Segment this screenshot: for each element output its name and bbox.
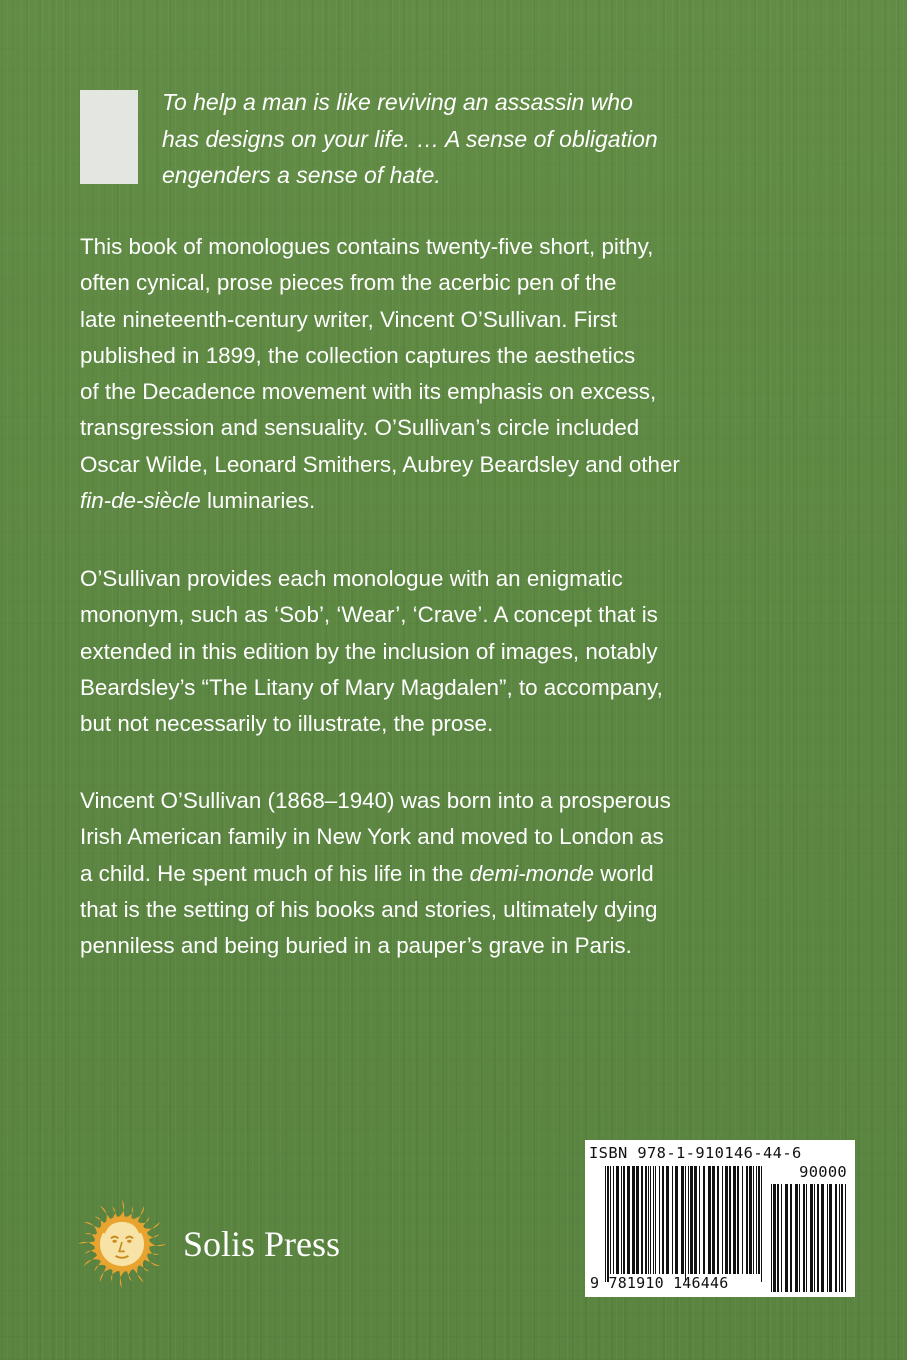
text-segment: Irish American family in New York and moved to London as: [80, 824, 664, 850]
price-code: 90000: [799, 1163, 847, 1181]
text-segment: This book of monologues contains twenty-five short, pithy,: [80, 234, 654, 259]
paragraph-line: [80, 410, 820, 446]
text-segment: luminaries.: [200, 488, 316, 514]
description-paragraph: [80, 229, 820, 519]
paragraph-line: [80, 265, 820, 301]
text-segment: penniless and being buried in a pauper’s grave in Paris.: [80, 933, 632, 959]
paragraph-line: [80, 229, 820, 265]
text-segment: world: [594, 860, 654, 886]
text-segment: Beardsley’s “The Litany of Mary Magdalen”, to accompany,: [80, 674, 663, 700]
italic-text: demi-monde: [469, 860, 595, 886]
paragraph-line: [80, 338, 820, 374]
paragraph-line: [80, 819, 820, 855]
paragraph-line: [80, 670, 820, 706]
text-segment: published in 1899, the collection captures the aesthetics: [80, 342, 636, 368]
quote-line: has designs on your life. … A sense of obligation: [162, 125, 658, 152]
italic-text: fin-de-siècle: [80, 488, 201, 514]
author-bio-paragraph: [80, 783, 820, 964]
paragraph-line: [80, 892, 820, 928]
paragraph-line: [80, 634, 820, 670]
paragraph-line: [80, 856, 820, 892]
text-segment: a child. He spent much of his life in the: [80, 860, 470, 886]
paragraph-line: [80, 302, 820, 338]
text-segment: Vincent O’Sullivan (1868–1940) was born into a prosperous: [80, 788, 671, 813]
publisher-name: Solis Press: [183, 1224, 341, 1264]
epigraph-quote: [80, 84, 840, 194]
paragraph-line: [80, 447, 820, 483]
quote-line: To help a man is like reviving an assassin who: [162, 89, 633, 115]
paragraph-line: [80, 928, 820, 964]
text-segment: mononym, such as ‘Sob’, ‘Wear’, ‘Crave’. A concept that is: [80, 602, 658, 628]
text-segment: late nineteenth-century writer, Vincent O’Sullivan. First: [80, 306, 618, 332]
text-segment: that is the setting of his books and stories, ultimately dying: [80, 896, 658, 922]
paragraph-line: [80, 597, 820, 633]
isbn-barcode: [585, 1140, 855, 1297]
text-segment: extended in this edition by the inclusion of images, notably: [80, 638, 658, 664]
text-segment: but not necessarily to illustrate, the prose.: [80, 711, 494, 737]
paragraph-line: [80, 783, 820, 819]
ean-digits: 9 781910 146446: [590, 1274, 729, 1292]
quote-text: [162, 84, 842, 194]
sun-face-icon: [76, 1198, 168, 1290]
paragraph-line: [80, 561, 820, 597]
paragraph-line: [80, 483, 820, 519]
paragraph-line: [80, 706, 820, 742]
text-segment: transgression and sensuality. O’Sullivan’s circle included: [80, 415, 640, 441]
mononym-paragraph: [80, 561, 820, 742]
quote-line: engenders a sense of hate.: [162, 162, 441, 188]
paragraph-line: [80, 374, 820, 410]
text-segment: of the Decadence movement with its emphasis on excess,: [80, 379, 657, 405]
text-segment: often cynical, prose pieces from the acerbic pen of the: [80, 270, 617, 296]
text-segment: Oscar Wilde, Leonard Smithers, Aubrey Beardsley and other: [80, 451, 680, 477]
text-segment: O’Sullivan provides each monologue with an enigmatic: [80, 566, 623, 591]
quote-bar: [80, 90, 138, 184]
isbn-text: ISBN 978-1-910146-44-6: [589, 1144, 802, 1162]
